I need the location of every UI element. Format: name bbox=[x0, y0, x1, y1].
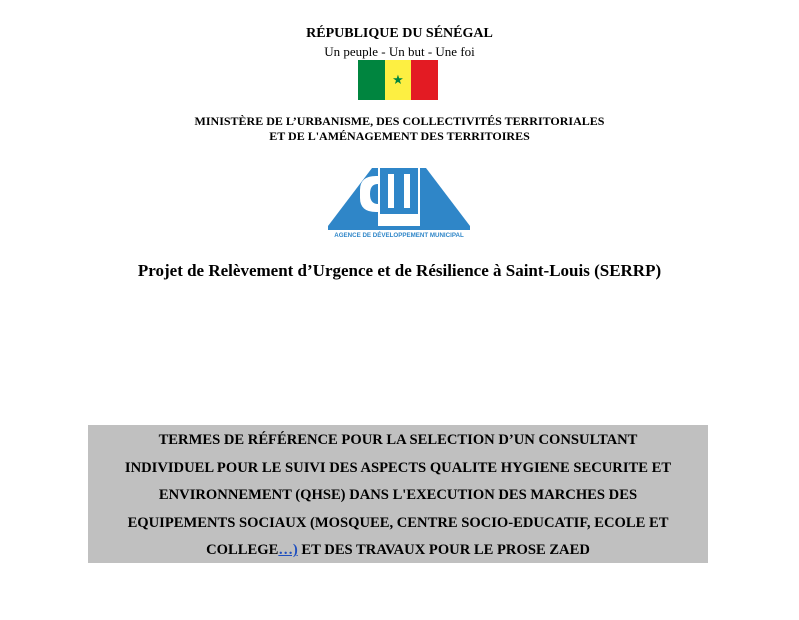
adm-logo-icon bbox=[326, 160, 472, 240]
flag-band-green bbox=[358, 60, 385, 100]
terms-line-2: INDIVIDUEL POUR LE SUIVI DES ASPECTS QUALITE HYGIENE SECURITE ET bbox=[124, 459, 672, 476]
adm-logo-graphic bbox=[326, 160, 472, 240]
flag-band-yellow bbox=[385, 60, 412, 100]
project-title: Projet de Relèvement d’Urgence et de Résilience à Saint-Louis (SERRP) bbox=[137, 261, 662, 280]
country-heading: RÉPUBLIQUE DU SÉNÉGAL bbox=[306, 26, 493, 41]
flag-band-red bbox=[411, 60, 438, 100]
terms-of-reference-box bbox=[88, 425, 708, 563]
logo-caption: AGENCE DE DÉVELOPPEMENT MUNICIPAL bbox=[334, 232, 464, 239]
terms-line-1: TERMES DE RÉFÉRENCE POUR LA SELECTION D’UN CONSULTANT bbox=[158, 432, 638, 448]
ministry-heading bbox=[0, 114, 799, 144]
ministry-line-1: MINISTÈRE DE L’URBANISME, DES COLLECTIVITÉS TERRITORIALES bbox=[194, 114, 605, 128]
terms-line-4: EQUIPEMENTS SOCIAUX (MOSQUEE, CENTRE SOCIO-EDUCATIF, ECOLE ET bbox=[127, 514, 669, 531]
terms-line-5 bbox=[88, 537, 708, 565]
terms-line-3: ENVIRONNEMENT (QHSE) DANS L'EXECUTION DES MARCHES DES bbox=[158, 487, 638, 504]
senegal-flag-icon bbox=[358, 60, 438, 100]
terms-line-5-start: COLLEGE bbox=[206, 542, 279, 559]
national-motto: Un peuple - Un but - Une foi bbox=[324, 44, 475, 59]
terms-line-5-end: ET DES TRAVAUX POUR LE PROSE ZAED bbox=[297, 542, 590, 559]
ellipsis-link[interactable]: …) bbox=[278, 542, 298, 559]
flag-star-icon: ★ bbox=[392, 72, 404, 88]
ministry-line-2: ET DE L'AMÉNAGEMENT DES TERRITOIRES bbox=[269, 129, 530, 143]
